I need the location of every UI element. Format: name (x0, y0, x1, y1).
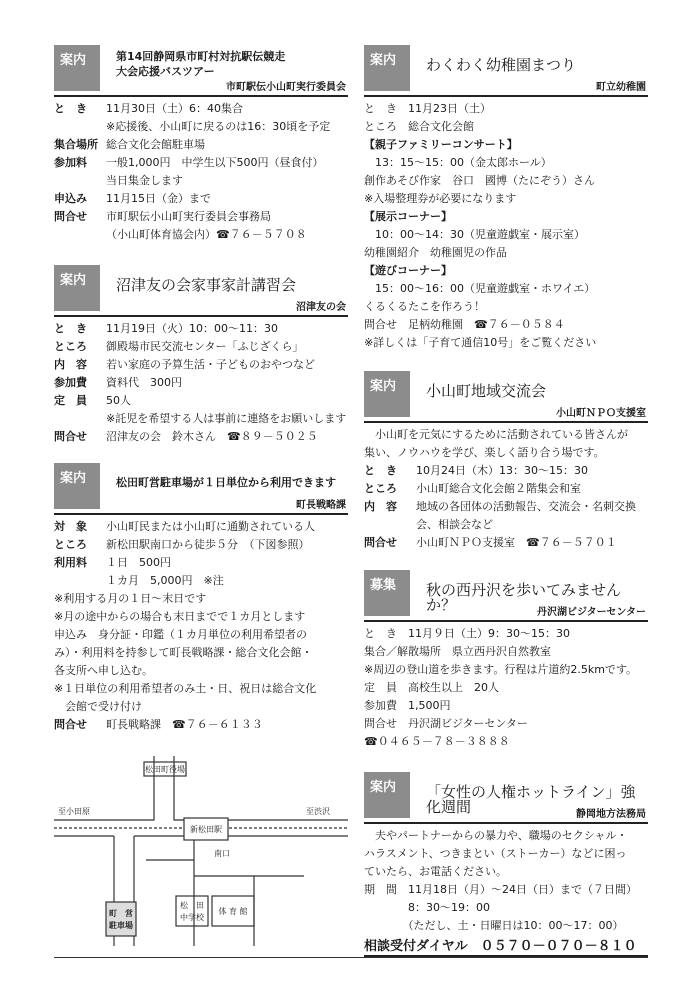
text-line: 参加費 1,500円 (364, 699, 451, 712)
map-school: 松 田 (180, 901, 204, 910)
info-row (54, 428, 348, 446)
map-gym: 体 育 館 (218, 907, 248, 916)
notice-organizer: 丹沢湖ビジターセンター (537, 607, 646, 618)
notice-body (54, 515, 348, 734)
notice-body (54, 317, 348, 446)
notice-tag: 案内 (364, 772, 410, 818)
map-parking: 町 営 (109, 909, 133, 918)
notice-header (364, 45, 648, 97)
text-line: 創作あそび作家 谷口 國博（たにぞう）さん (364, 174, 595, 187)
text-line: ※１日単位の利用希望者のみ土・日、祝日は総合文化 (54, 682, 317, 695)
info-label: 問合せ (54, 210, 87, 223)
info-label: 参加費 (54, 376, 87, 389)
map-town-office: 松田町役場 (145, 765, 185, 774)
notice-hiking (364, 570, 648, 751)
text-line: 期 間 11月18日（月）～24日（日）まで（７日間） (364, 883, 637, 896)
info-row (54, 554, 348, 572)
info-label (54, 226, 106, 244)
text-line: ※周辺の登山道を歩きます。行程は片道約2.5kmです。 (364, 663, 638, 676)
info-label: 参加料 (54, 156, 87, 169)
notice-title: わくわく幼稚園まつり (426, 56, 577, 74)
notice-header (364, 570, 648, 622)
map-station: 新松田駅 (190, 825, 222, 834)
map-parking-2: 駐車場 (109, 921, 133, 930)
notice-tag: 案内 (54, 463, 100, 509)
info-row (54, 338, 348, 356)
notice-header (54, 265, 348, 317)
info-value: 小山町ＮＰＯ支援室 ☎７６－５７０１ (416, 536, 617, 549)
text-line: 申込み 身分証・印鑑（１カ月単位の利用希望者の (54, 628, 307, 641)
info-label: 内 容 (364, 500, 397, 513)
info-value: 小山町民または小山町に通勤されている人 (106, 520, 315, 533)
info-value: 一般1,000円 中学生以下500円（昼食付） (106, 156, 324, 169)
info-label: 集合場所 (54, 138, 98, 151)
info-label (54, 172, 106, 190)
info-row (54, 136, 348, 154)
text-line: 集合／解散場所 県立西丹沢自然教室 (364, 645, 551, 658)
info-value: 資料代 300円 (106, 376, 182, 389)
info-value: 御殿場市民交流センター「ふじざくら」 (106, 340, 304, 353)
notice-title: 沼津友の会家事家計講習会 (116, 276, 297, 294)
notice-header (364, 371, 648, 423)
info-value: 会、相談会など (416, 518, 493, 531)
notice-header (54, 45, 348, 97)
info-row (54, 536, 348, 554)
info-row (54, 208, 348, 226)
info-row (54, 374, 348, 392)
hotline-number: 相談受付ダイヤル ０５７０－０７０－８１０ (364, 935, 648, 957)
info-label: と き (364, 464, 397, 477)
info-label: 対 象 (54, 520, 87, 533)
info-value: （小山町体育協会内）☎７６－５７０８ (106, 228, 307, 241)
notice-body (364, 423, 648, 552)
notice-hotline (364, 772, 648, 957)
map-dir-left: 至小田原 (58, 807, 90, 816)
info-row (364, 462, 648, 480)
notice-title: 秋の西丹沢を歩いてみませんか？ (426, 581, 622, 614)
text-line: 小山町を元気にするために活動されている皆さんが (364, 428, 628, 441)
info-row (54, 518, 348, 536)
text-line: くるくるたこを作ろう！ (364, 300, 485, 313)
parking-map (54, 756, 348, 946)
notice-organizer: 静岡地方法務局 (576, 809, 646, 820)
text-line: 13：15～15：00（金太郎ホール） (364, 156, 552, 169)
notice-organizer: 町長戦略課 (296, 500, 346, 511)
map-south-exit: 南口 (214, 849, 230, 858)
info-row (54, 572, 348, 590)
info-label: と き (54, 102, 87, 115)
info-row (54, 154, 348, 172)
info-label (54, 572, 106, 590)
notice-body (364, 824, 648, 935)
info-value: 市町駅伝小山町実行委員会事務局 (106, 210, 271, 223)
info-label: 問合せ (54, 718, 87, 731)
notice-body (364, 622, 648, 751)
text-line: と き 11月９日（土）9：30～15：30 (364, 627, 570, 640)
info-row (364, 498, 648, 516)
info-value: 当日集金します (106, 174, 183, 187)
text-line: ところ 総合文化会館 (364, 120, 474, 133)
map-school-2: 中学校 (180, 913, 204, 922)
notice-bus-tour (54, 45, 348, 244)
notice-tag: 案内 (364, 371, 410, 417)
info-label: 利用料 (54, 556, 87, 569)
info-label: と き (54, 322, 87, 335)
info-row (54, 716, 348, 734)
info-value: 11月15日（金）まで (106, 192, 211, 205)
section-heading: 【遊びコーナー】 (364, 264, 452, 277)
info-row (54, 226, 348, 244)
info-value: ※託児を希望する人は事前に連絡をお願いします (106, 412, 347, 425)
info-value: 沼津友の会 鈴木さん ☎８９－５０２５ (106, 430, 318, 443)
text-line: 幼稚園紹介 幼稚園児の作品 (364, 246, 507, 259)
notice-tag: 案内 (364, 45, 410, 91)
notice-tag: 案内 (54, 45, 100, 91)
info-label: 定 員 (54, 394, 87, 407)
section-heading: 【展示コーナー】 (364, 210, 452, 223)
info-row (54, 410, 348, 428)
info-value: １日 500円 (106, 556, 171, 569)
info-label: 問合せ (54, 430, 87, 443)
section-heading: 【親子ファミリーコンサート】 (364, 138, 518, 151)
info-row (364, 480, 648, 498)
text-line: み）・利用料を持参して町長戦略課・総合文化会館・ (54, 646, 313, 659)
info-value: ※応援後、小山町に戻るのは16：30頃を予定 (106, 120, 331, 133)
text-line: 問合せ 丹沢湖ビジターセンター (364, 717, 528, 730)
info-row (54, 320, 348, 338)
notice-tag: 募集 (364, 570, 410, 616)
text-line: ※利用する月の１日～末日です (54, 592, 207, 605)
notice-organizer: 小山町ＮＰＯ支援室 (556, 408, 646, 419)
notice-organizer: 町立幼稚園 (596, 82, 646, 93)
info-label: 問合せ (364, 536, 397, 549)
info-value: 11月19日（火）10：00～11：30 (106, 322, 278, 335)
info-label (54, 118, 106, 136)
info-row (54, 190, 348, 208)
info-value: 町長戦略課 ☎７６－６１３３ (106, 718, 263, 731)
page-bottom-rule (54, 957, 648, 958)
notice-title: 第14回静岡県市町村対抗駅伝競走 大会応援バスツアー (116, 50, 286, 78)
notice-title: 小山町地域交流会 (426, 382, 547, 400)
info-row (54, 118, 348, 136)
notice-body (54, 97, 348, 244)
text-line: 集い、ノウハウを学び、楽しく語り合う場です。 (364, 446, 605, 459)
info-row (54, 392, 348, 410)
info-value: 50人 (106, 394, 131, 407)
info-value: 新松田駅南口から徒歩５分 （下図参照） (106, 538, 310, 551)
info-row (54, 356, 348, 374)
text-line: 10：00～14：30（児童遊戯室・展示室） (364, 228, 585, 241)
info-value: 地域の各団体の活動報告、交流会・名刺交換 (416, 500, 636, 513)
text-line: ハラスメント、つきまとい（ストーカー）などに困っ (364, 847, 627, 860)
info-label: ところ (54, 538, 87, 551)
text-line: 問合せ 足柄幼稚園 ☎７６－０５８４ (364, 318, 565, 331)
info-row (364, 534, 648, 552)
info-label: 申込み (54, 192, 87, 205)
info-label: 内 容 (54, 358, 87, 371)
text-line: ※月の途中からの場合も末日までで１カ月とします (54, 610, 306, 623)
text-line: 15：00～16：00（児童遊戯室・ホワイエ） (364, 282, 596, 295)
notice-header (54, 463, 348, 515)
info-row (54, 100, 348, 118)
text-line: ☎０４６５－７８－３８８８ (364, 735, 510, 748)
info-label (54, 410, 106, 428)
text-line: 夫やパートナーからの暴力や、職場のセクシャル・ (364, 829, 628, 842)
notice-household-seminar (54, 265, 348, 446)
info-label: ところ (364, 482, 397, 495)
notice-body (364, 97, 648, 352)
info-value: １カ月 5,000円 ※注 (106, 574, 224, 587)
info-value: 10月24日（木）13：30～15：30 (416, 464, 588, 477)
text-line: と き 11月23日（土） (364, 102, 491, 115)
notice-title: 「女性の人権ホットライン」強化週間 (426, 783, 636, 816)
notice-tag: 案内 (54, 265, 100, 311)
info-value: 小山町総合文化会館２階集会和室 (416, 482, 581, 495)
info-row (364, 516, 648, 534)
text-line: 会館で受け付け (54, 700, 142, 713)
notice-organizer: 沼津友の会 (296, 302, 346, 313)
info-value: 若い家庭の予算生活・子どものおやつなど (106, 358, 315, 371)
notice-kindergarten-festival (364, 45, 648, 352)
info-row (54, 172, 348, 190)
text-line: ていたら、お電話ください。 (364, 865, 507, 878)
notice-parking (54, 463, 348, 734)
text-line: 定 員 高校生以上 20人 (364, 681, 499, 694)
map-dir-right: 至渋沢 (306, 807, 330, 816)
notice-title: 松田町営駐車場が１日単位から利用できます (116, 476, 336, 489)
info-value: 総合文化会館駐車場 (106, 138, 205, 151)
text-line: （ただし、土・日曜日は10：00～17：00） (364, 919, 624, 932)
text-line: ※詳しくは「子育て通信10号」をご覧ください (364, 336, 597, 349)
text-line: ※入場整理券が必要になります (364, 192, 517, 205)
notice-organizer: 市町駅伝小山町実行委員会 (226, 82, 346, 93)
text-line: 8：30～19：00 (364, 901, 490, 914)
info-label: ところ (54, 340, 87, 353)
notice-community-exchange (364, 371, 648, 552)
notice-header (364, 772, 648, 824)
info-label (364, 516, 416, 534)
text-line: 各支所へ申し込む。 (54, 664, 153, 677)
info-value: 11月30日（土）6：40集合 (106, 102, 243, 115)
map-parking-box (106, 902, 136, 936)
